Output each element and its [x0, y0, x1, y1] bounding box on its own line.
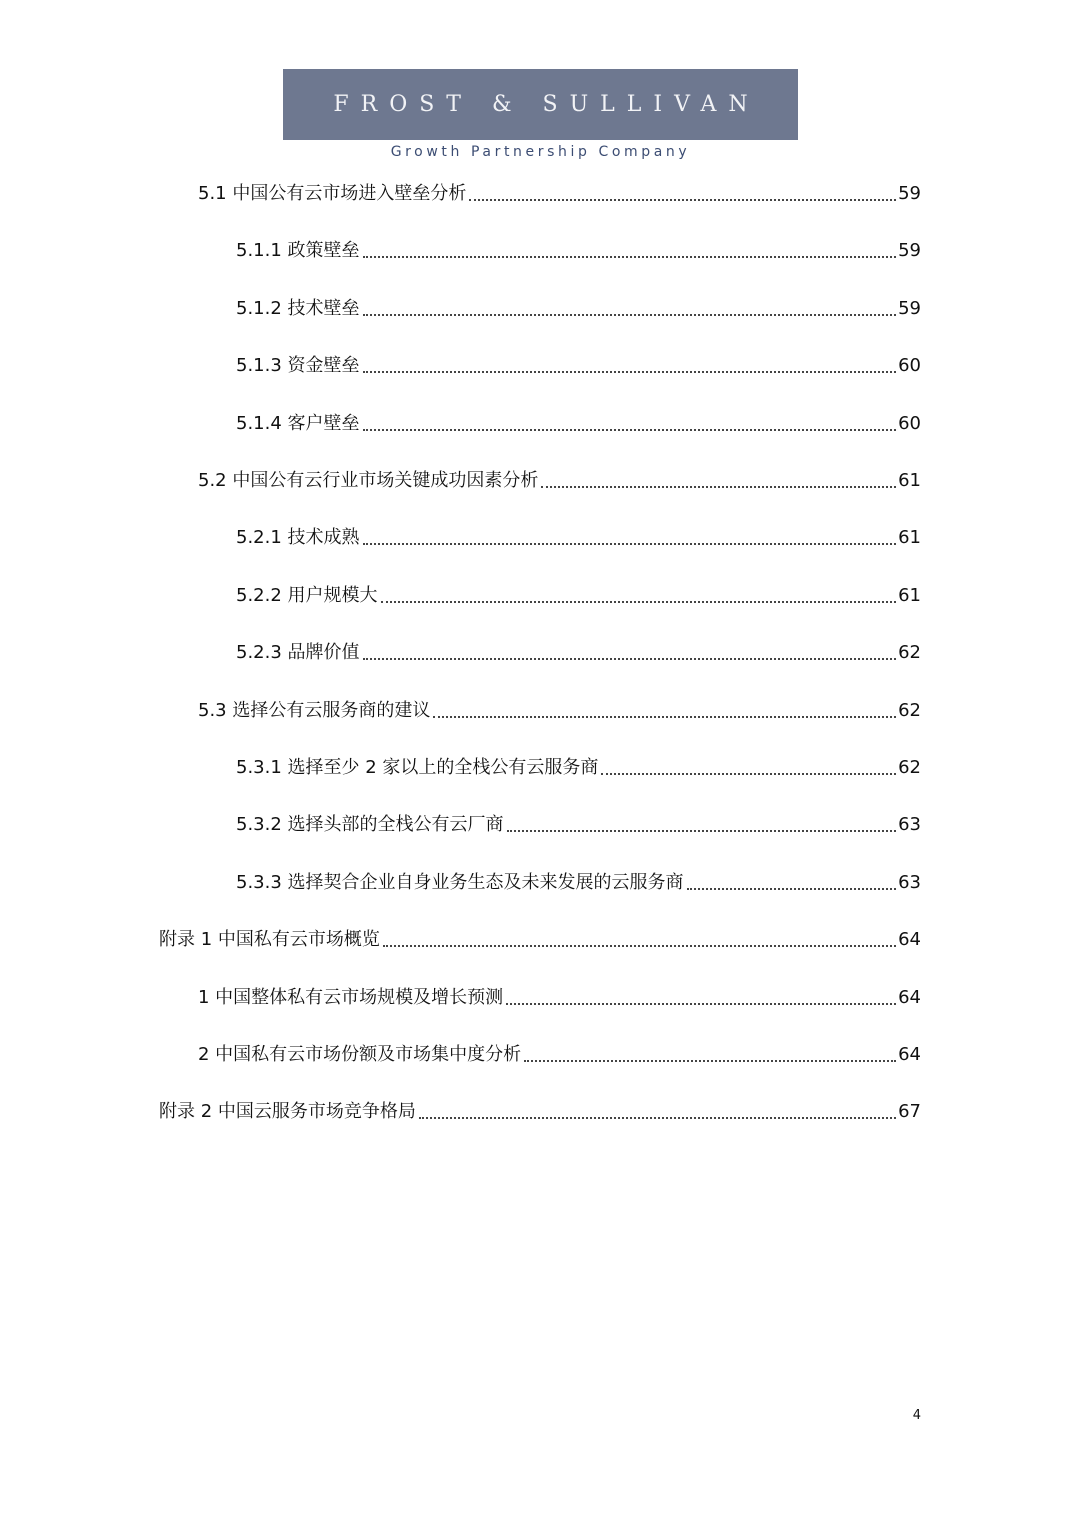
toc-entry[interactable]: [198, 697, 921, 725]
toc-entry-page: 67: [898, 1101, 921, 1122]
toc-entry-page: 64: [898, 929, 921, 950]
toc-entry[interactable]: [198, 1041, 921, 1069]
toc-entry-title: 5.1.1 政策壁垒: [236, 240, 360, 261]
toc-entry-title: 5.2.3 品牌价值: [236, 642, 360, 663]
toc-entry-title: 5.2 中国公有云行业市场关键成功因素分析: [198, 470, 539, 491]
toc-dot-leader: [541, 486, 896, 488]
toc-entry-title: 5.1.3 资金壁垒: [236, 355, 360, 376]
toc-entry-title: 2 中国私有云市场份额及市场集中度分析: [198, 1044, 522, 1065]
toc-dot-leader: [469, 199, 896, 201]
toc-entry-page: 60: [898, 355, 921, 376]
toc-entry[interactable]: [236, 639, 921, 667]
toc-entry-title: 5.1.2 技术壁垒: [236, 298, 360, 319]
toc-entry[interactable]: [159, 926, 921, 954]
toc-entry-page: 62: [898, 642, 921, 663]
toc-entry-title: 5.3.1 选择至少 2 家以上的全栈公有云服务商: [236, 757, 599, 778]
toc-entry[interactable]: [236, 811, 921, 839]
toc-dot-leader: [363, 256, 897, 258]
toc-entry[interactable]: [236, 754, 921, 782]
toc-dot-leader: [381, 601, 897, 603]
toc-entry-page: 59: [898, 183, 921, 204]
toc-entry-page: 61: [898, 527, 921, 548]
toc-entry-page: 61: [898, 470, 921, 491]
toc-entry[interactable]: [236, 352, 921, 380]
toc-dot-leader: [363, 429, 897, 431]
toc-entry-page: 63: [898, 814, 921, 835]
toc-entry-page: 63: [898, 872, 921, 893]
toc-entry-page: 59: [898, 298, 921, 319]
toc-entry-page: 64: [898, 987, 921, 1008]
toc-entry[interactable]: [159, 1098, 921, 1126]
toc-entry-title: 附录 1 中国私有云市场概览: [159, 929, 380, 950]
toc-entry-page: 59: [898, 240, 921, 261]
toc-entry[interactable]: [236, 237, 921, 265]
toc-dot-leader: [363, 543, 897, 545]
toc-entry-page: 64: [898, 1044, 921, 1065]
toc-entry-title: 5.2.2 用户规模大: [236, 585, 378, 606]
toc-entry-title: 5.1 中国公有云市场进入壁垒分析: [198, 183, 467, 204]
toc-dot-leader: [363, 658, 897, 660]
logo-tagline: Growth Partnership Company: [390, 144, 691, 160]
toc-dot-leader: [507, 830, 897, 832]
toc-dot-leader: [363, 371, 897, 373]
toc-entry[interactable]: [236, 582, 921, 610]
toc-entry-title: 5.3.3 选择契合企业自身业务生态及未来发展的云服务商: [236, 872, 684, 893]
toc-entry[interactable]: [198, 180, 921, 208]
toc-entry-page: 60: [898, 413, 921, 434]
toc-entry[interactable]: [236, 869, 921, 897]
page-number: 4: [912, 1408, 921, 1423]
toc-entry[interactable]: [198, 467, 921, 495]
toc-dot-leader: [601, 773, 896, 775]
toc-entry-title: 5.3 选择公有云服务商的建议: [198, 700, 431, 721]
toc-entry[interactable]: [236, 524, 921, 552]
toc-entry-title: 5.1.4 客户壁垒: [236, 413, 360, 434]
toc-entry-page: 61: [898, 585, 921, 606]
toc-entry-title: 5.2.1 技术成熟: [236, 527, 360, 548]
toc-dot-leader: [506, 1003, 896, 1005]
toc-entry[interactable]: [236, 295, 921, 323]
toc-dot-leader: [383, 945, 896, 947]
toc-entry-page: 62: [898, 700, 921, 721]
toc-dot-leader: [419, 1117, 896, 1119]
toc-entry-title: 1 中国整体私有云市场规模及增长预测: [198, 987, 504, 1008]
toc-dot-leader: [524, 1060, 896, 1062]
toc-entry-page: 62: [898, 757, 921, 778]
toc-dot-leader: [363, 314, 897, 316]
toc-entry-title: 5.3.2 选择头部的全栈公有云厂商: [236, 814, 504, 835]
logo-text: FROST & SULLIVAN: [333, 92, 760, 117]
toc-dot-leader: [433, 716, 896, 718]
toc-entry[interactable]: [236, 410, 921, 438]
toc-entry-title: 附录 2 中国云服务市场竞争格局: [159, 1101, 416, 1122]
toc-dot-leader: [687, 888, 897, 890]
toc-entry[interactable]: [198, 984, 921, 1012]
